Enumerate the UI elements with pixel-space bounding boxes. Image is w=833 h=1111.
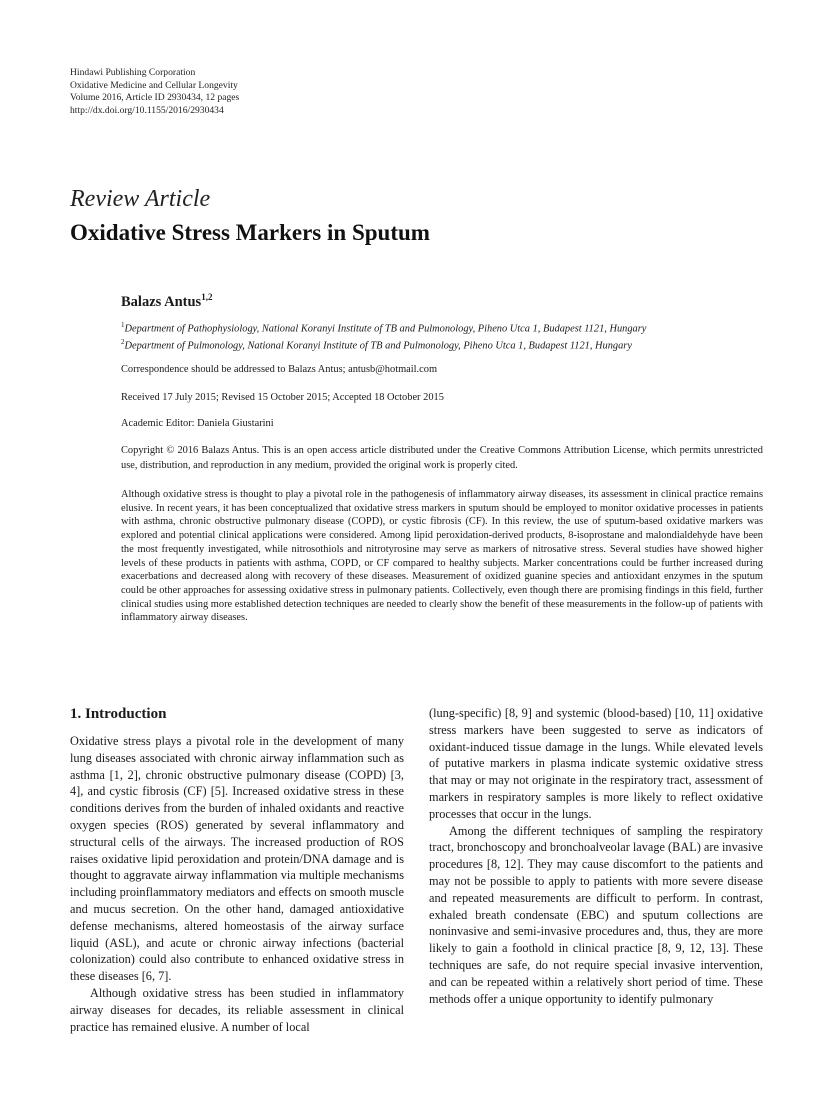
left-column	[70, 705, 404, 1035]
paragraph: Although oxidative stress has been studied in inflammatory airway diseases for decades, its reliable assessment in clinical practice has remained elusive. A number of local	[70, 985, 404, 1034]
abstract: Although oxidative stress is thought to play a pivotal role in the pathogenesis of inflammatory airway diseases, its assessment in clinical practice remains elusive. In recent years, it has been conceptualized that oxidative stress markers in sputum should be employed to monitor oxidative processes in patients with asthma, chronic obstructive pulmonary disease (COPD), or cystic fibrosis (CF). In this review, the use of sputum-based oxidative markers was explored and potential clinical applications were considered. Among lipid peroxidation-derived products, 8-isoprostane and malondialdehyde have been the most frequently investigated, while nitrosothiols and nitrotyrosine may serve as markers of nitrosative stress. Several studies have showed higher levels of these products in patients with asthma, COPD, or CF compared to healthy subjects. Marker concentrations could be further increased during exacerbations and decreased along with recovery of these diseases. Measurement of oxidized guanine species and antioxidant enzymes in the sputum could be other approaches for assessing oxidative stress in pulmonary patients. Collectively, even though there are promising findings in this field, further clinical studies using more established detection techniques are needed to clearly show the benefit of these measurements in the follow-up of patients with inflammatory airway diseases.	[121, 489, 763, 624]
article-type: Review Article	[70, 186, 211, 212]
paragraph: (lung-specific) [8, 9] and systemic (blood-based) [10, 11] oxidative stress markers have been suggested to serve as indicators of oxidant-induced tissue damage in the lungs. While elevated levels of putative markers in plasma indicate systemic oxidative stress that may or may not originate in the respiratory tract, assessment of markers in respiratory samples is more likely to reflect oxidative processes that occur in the lungs.	[429, 706, 763, 821]
paragraph: Oxidative stress plays a pivotal role in the development of many lung diseases associated with chronic airway inflammation such as asthma [1, 2], chronic obstructive pulmonary disease (COPD) [3, 4], and cystic fibrosis (CF) [5]. Increased oxidative stress in these conditions derives from the burden of inhaled oxidants and reactive oxygen species (ROS) generated by several inflammatory and structural cells of the airways. The increased production of ROS raises oxidative lipid peroxidation and protein/DNA damage and is thought to aggravate airway inflammation via multiple mechanisms including proinflammatory mediators and effects on smooth muscle and mucus secretion. On the other hand, damaged antioxidative defense mechanisms, altered homeostasis of the airway surface liquid (ASL), and acute or chronic airway infections (bacterial colonization) could also contribute to enhanced oxidative stress in these diseases [6, 7].	[70, 734, 404, 984]
affiliation-2: $^2$Department of Pulmonology, National Koranyi Institute of TB and Pulmonology, Piheno Utca 1, Budapest 1121, Hungary	[121, 338, 632, 352]
affiliation-1: $^1$Department of Pathophysiology, National Koranyi Institute of TB and Pulmonology, Piheno Utca 1, Budapest 1121, Hungary	[121, 321, 647, 335]
publisher-name: Hindawi Publishing Corporation	[70, 67, 196, 78]
paragraph: Among the different techniques of sampling the respiratory tract, bronchoscopy and bronchoalveolar lavage (BAL) are invasive procedures [8, 12]. They may cause discomfort to the patients and may not be possible to apply to patients with more severe disease and repeated measurements are difficult to perform. In contrast, exhaled breath condensate (EBC) and sputum collections are noninvasive and semi-invasive procedures and, thus, they are more likely to gain a foothold in clinical practice [8, 9, 12, 13]. These techniques are safe, do not require special invasive intervention, and can be repeated within a relatively short period of time. These methods offer a unique opportunity to identify pulmonary	[429, 823, 763, 1006]
article-title: Oxidative Stress Markers in Sputum	[70, 220, 430, 245]
section-heading: 1. Introduction	[70, 706, 167, 722]
volume-info: Volume 2016, Article ID 2930434, 12 pages	[70, 92, 240, 104]
author-affiliation-marks: 1,2	[201, 292, 213, 302]
author-name: Balazs Antus$^{1,2}$	[121, 292, 213, 310]
publisher-info	[70, 67, 239, 117]
right-column	[429, 705, 763, 1007]
doi-link[interactable]: http://dx.doi.org/10.1155/2016/2930434	[70, 104, 224, 116]
received-dates: Received 17 July 2015; Revised 15 October 2015; Accepted 18 October 2015	[121, 392, 444, 403]
correspondence: Correspondence should be addressed to Balazs Antus; antusb@hotmail.com	[121, 364, 438, 375]
academic-editor: Academic Editor: Daniela Giustarini	[121, 418, 274, 429]
copyright-notice: Copyright © 2016 Balazs Antus. This is an open access article distributed under the Creative Commons Attribution License, which permits unrestricted use, distribution, and reproduction in any medium, provided the original work is properly cited.	[121, 445, 763, 472]
journal-name: Oxidative Medicine and Cellular Longevity	[70, 79, 238, 91]
